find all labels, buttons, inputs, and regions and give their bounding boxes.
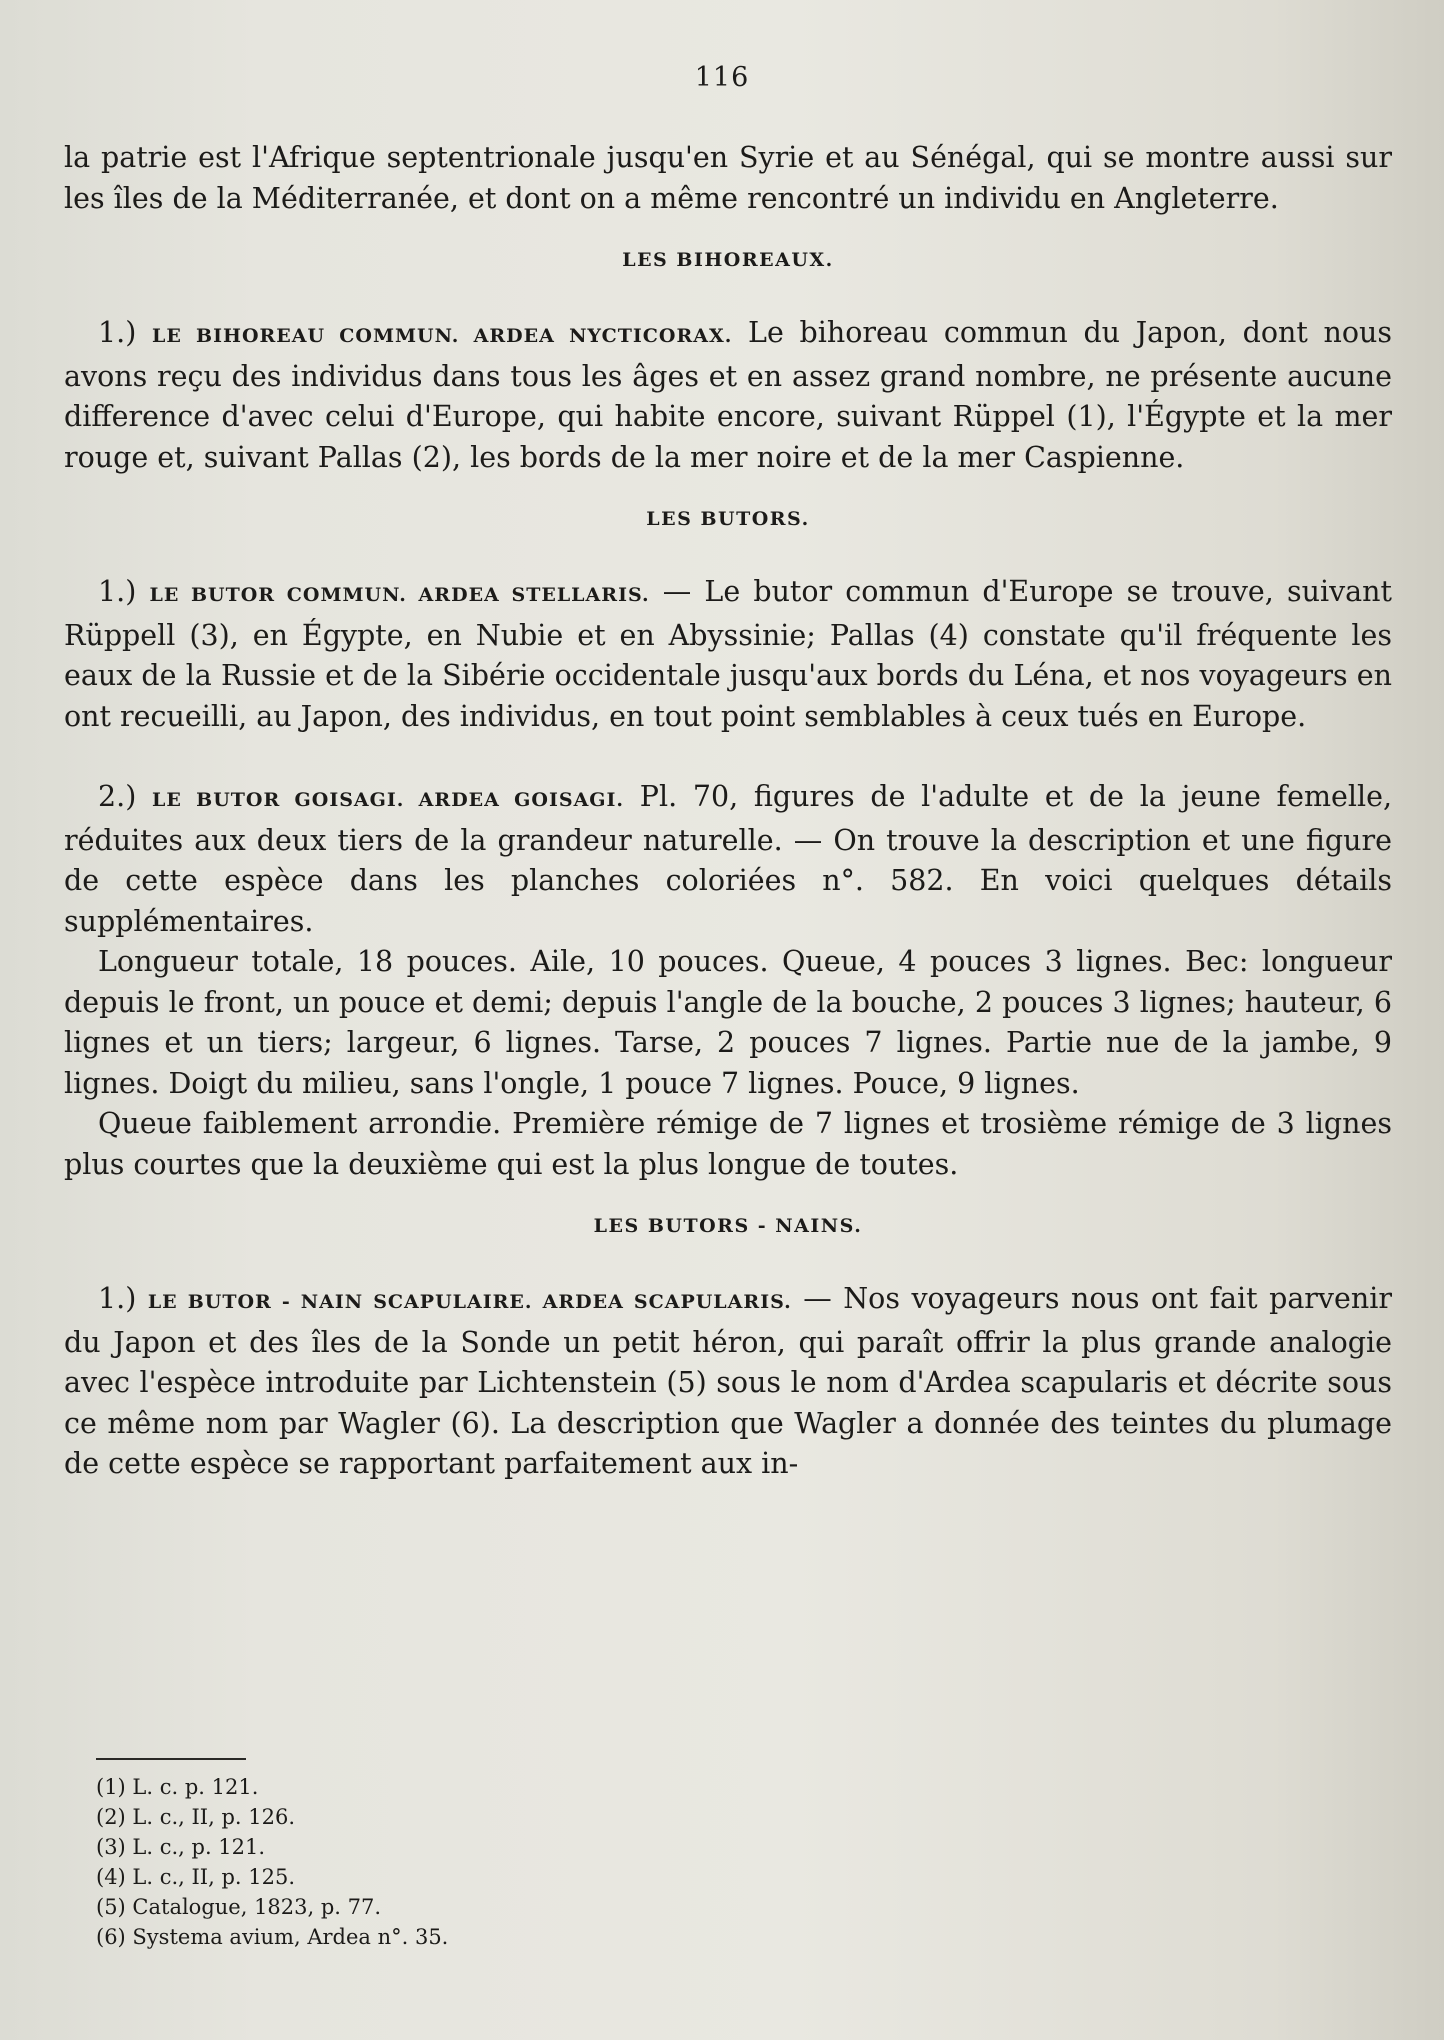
- entry-number: 1.): [98, 575, 137, 608]
- species-name: LE BUTOR - NAIN SCAPULAIRE. ARDEA SCAPULARIS.: [147, 1291, 792, 1313]
- footnote: (4) L. c., II, p. 125.: [96, 1865, 295, 1889]
- intro-paragraph: la patrie est l'Afrique septentrionale jusqu'en Syrie et au Sénégal, qui se montre aussi sur les îles de la Méditerranée, et dont on a même rencontré un individu en Angleterre.: [64, 141, 1392, 215]
- entry-number: 2.): [98, 780, 137, 813]
- section-heading-bihoreaux: LES BIHOREAUX.: [622, 249, 834, 271]
- entry-text: Pl. 70, figures de l'adulte et de la jeune femelle, réduites aux deux tiers de la grandeur naturelle. — On trouve la description et une figure de cette espèce dans les planches coloriées n°. 582. En voici quelques détails supplémentaires.: [64, 780, 1393, 938]
- tail-paragraph: Queue faiblement arrondie. Première rémige de 7 lignes et trosième rémige de 3 lignes plus courtes que la deuxième qui est la plus longue de toutes.: [64, 1107, 1392, 1181]
- entry-butor-goisagi: [64, 777, 1392, 942]
- footnote: (5) Catalogue, 1823, p. 77.: [96, 1895, 382, 1919]
- entry-text: — Le butor commun d'Europe se trouve, suivant Rüppell (3), en Égypte, en Nubie et en Abyssinie; Pallas (4) constate qu'il fréquente les eaux de la Russie et de la Sibérie occidentale jusqu'aux bords du Léna, et nos voyageurs en ont recueilli, au Japon, des individus, en tout point semblables à ceux tués en Europe.: [64, 575, 1392, 733]
- footnote-divider: [96, 1758, 246, 1760]
- entry-butor-nain-scapulaire: [64, 1279, 1392, 1485]
- footnote: (1) L. c. p. 121.: [96, 1775, 259, 1799]
- section-heading-butors: LES BUTORS.: [646, 508, 810, 530]
- footnotes: [96, 1772, 448, 1952]
- entry-number: 1.): [98, 1282, 137, 1315]
- species-name: LE BUTOR GOISAGI. ARDEA GOISAGI.: [152, 789, 625, 811]
- entry-number: 1.): [98, 316, 137, 349]
- footnote: (6) Systema avium, Ardea n°. 35.: [96, 1925, 449, 1949]
- entry-text: Le bihoreau commun du Japon, dont nous avons reçu des individus dans tous les âges et en assez grand nombre, ne présente aucune difference d'avec celui d'Europe, qui habite encore, suivant Rüppel (1), l'Égypte et la mer rouge et, suivant Pallas (2), les bords de la mer noire et de la mer Caspienne.: [64, 316, 1392, 474]
- section-heading-butors-nains: LES BUTORS - NAINS.: [593, 1215, 863, 1237]
- species-name: LE BIHOREAU COMMUN. ARDEA NYCTICORAX.: [151, 325, 733, 347]
- footnote: (2) L. c., II, p. 126.: [96, 1805, 295, 1829]
- measurements-paragraph: Longueur totale, 18 pouces. Aile, 10 pouces. Queue, 4 pouces 3 lignes. Bec: longueur depuis le front, un pouce et demi; depuis l'angle de la bouche, 2 pouces 3 lignes; hauteur, 6 lignes et un tiers; largeur, 6 lignes. Tarse, 2 pouces 7 lignes. Partie nue de la jambe, 9 lignes. Doigt du milieu, sans l'ongle, 1 pouce 7 lignes. Pouce, 9 lignes.: [64, 945, 1392, 1100]
- page-body: [64, 138, 1392, 1485]
- page-number: 116: [694, 62, 750, 93]
- entry-butor-commun: [64, 572, 1392, 737]
- entry-bihoreau-commun: [64, 313, 1392, 478]
- footnote: (3) L. c., p. 121.: [96, 1835, 266, 1859]
- species-name: LE BUTOR COMMUN. ARDEA STELLARIS.: [149, 584, 650, 606]
- entry-text: — Nos voyageurs nous ont fait parvenir du Japon et des îles de la Sonde un petit héron, qui paraît offrir la plus grande analogie avec l'espèce introduite par Lichtenstein (5) sous le nom d'Ardea scapularis et décrite sous ce même nom par Wagler (6). La description que Wagler a donnée des teintes du plumage de cette espèce se rapportant parfaitement aux in-: [64, 1282, 1392, 1480]
